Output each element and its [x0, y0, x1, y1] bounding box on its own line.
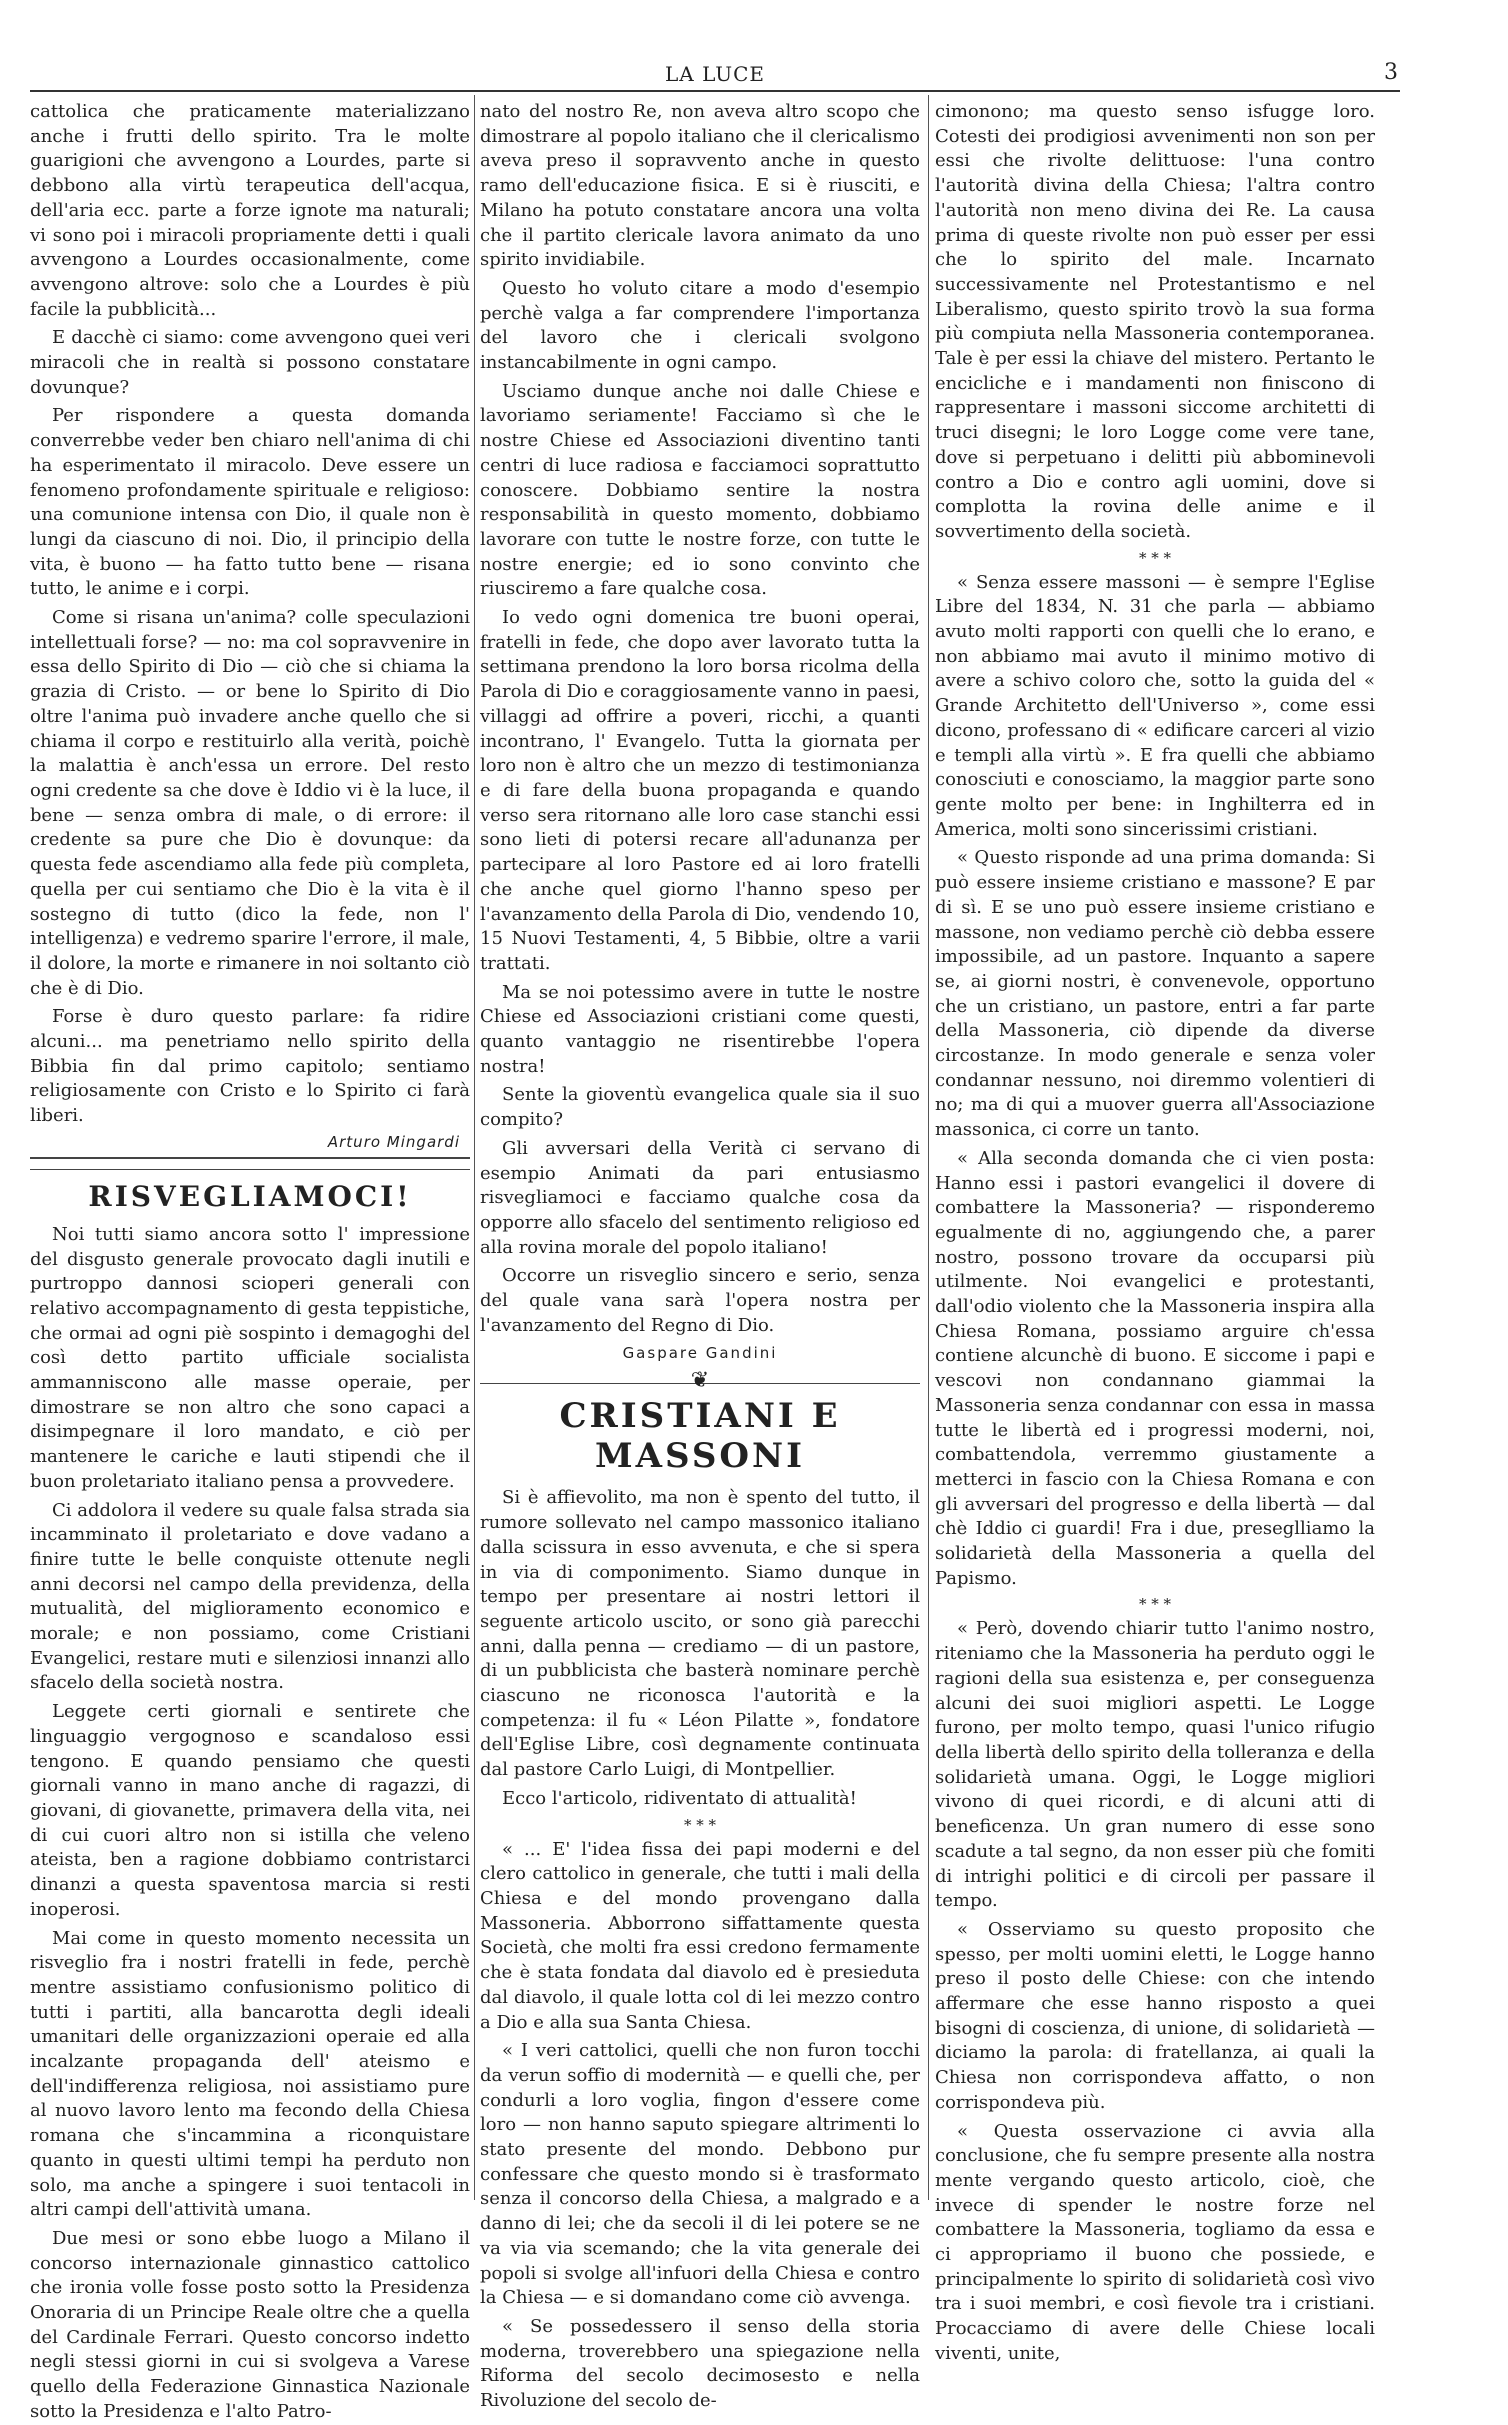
paragraph: Io vedo ogni domenica tre buoni operai, fratelli in fede, che dopo aver lavorato tutta la settimana prendono la loro borsa ricolma della Parola di Dio e coraggiosamente vanno in paesi, villaggi ad offrire a poveri, ricchi, a quanti incontrano, l' Evangelo. Tutta la giornata per loro non è altro che un mezzo di testimonianza e di fare della buona propaganda e quando verso sera ritornano alle loro case stanchi essi sono lieti di potersi recare all'adunanza per partecipare al loro Pastore ed ai loro fratelli che anche quel giorno l'hanno speso per l'avanzamento della Parola di Dio, vendendo 10, 15 Nuovi Testamenti, 4, 5 Bibbie, oltre a varii trattati.: [480, 607, 920, 974]
column-2: [480, 100, 920, 2412]
section-stars: * * *: [1138, 548, 1172, 567]
paragraph: Per rispondere a questa domanda converrebbe veder ben chiaro nell'anima di chi ha esperimentato il miracolo. Deve essere un fenomeno profondamente spirituale e religioso: una comunione intensa con Dio, il quale non è lungi da ciascuno di noi. Dio, il principio della vita, è buono — ha fatto tutto bene — risana tutto, le anime e i corpi.: [30, 405, 470, 600]
paragraph: Forse è duro questo parlare: fa ridire alcuni... ma penetriamo nello spirito della Bibbia fin dal primo capitolo; sentiamo religiosamente con Cristo e lo Spirito ci farà liberi.: [30, 1006, 470, 1127]
paragraph: Usciamo dunque anche noi dalle Chiese e lavoriamo seriamente! Facciamo sì che le nostre Chiese ed Associazioni diventino tanti centri di luce radiosa e facciamoci soprattutto conoscere. Dobbiamo sentire la nostra responsabilità in questo momento, dobbiamo lavorare con tutte le nostre forze, con tutte le nostre energie; ed io sono convinto che riusciremo a fare qualche cosa.: [480, 380, 920, 600]
paragraph: Questo ho voluto citare a modo d'esempio perchè valga a far comprendere l'importanza del lavoro che i clericali svolgono instancabilmente in ogni campo.: [480, 277, 920, 374]
paragraph: « Senza essere massoni — è sempre l'Eglise Libre del 1834, N. 31 che parla — abbiamo avuto molti rapporti con quelli che lo erano, e non abbiamo mai avuto il minimo motivo di avere a schivo coloro che, sotto la guida del « Grande Architetto dell'Universo », come essi dicono, professano di « edificare carceri al vizio e templi alla virtù ». E fra quelli che abbiamo conosciuti e conosciamo, la maggior parte sono gente molto per bene: in Inghilterra ed in America, molti sono sincerissimi cristiani.: [935, 571, 1375, 840]
fleuron-ornament-icon: ❦: [690, 1368, 710, 1394]
column-rule: [928, 95, 929, 2200]
paragraph: « Osserviamo su questo proposito che spesso, per molti uomini eletti, le Logge hanno preso il posto delle Chiese: con che intendo affermare che esse hanno risposto a quei bisogni di coscienza, di unione, di solidarietà — diciamo la parola: di fratellanza, ai quali la Chiesa non corrispondeva affatto, o non corrispondeva più.: [935, 1918, 1375, 2113]
paragraph: nato del nostro Re, non aveva altro scopo che dimostrare al popolo italiano che il clericalismo aveva preso il sopravvento anche in questo ramo dell'educazione fisica. E si è riusciti, e Milano ha potuto constatare ancora una volta che il partito clericale lavora animato da uno spirito invidiabile.: [480, 101, 920, 271]
paragraph: « I veri cattolici, quelli che non furon tocchi da verun soffio di modernità — e quelli che, per condurli a loro voglia, fingon d'essere come loro — non hanno saputo spiegare altrimenti lo stato presente del mondo. Debbono pur confessare che questo mondo si è trasformato senza il concorso della Chiesa, a malgrado e a danno di lei; che da secoli il di lei potere se ne va via via scemando; che la vita generale dei popoli si svolge all'infuori della Chiesa e contro la Chiesa — e si domandano come ciò avvenga.: [480, 2040, 920, 2309]
paragraph: Due mesi or sono ebbe luogo a Milano il concorso internazionale ginnastico cattolico che ironia volle fosse posto sotto la Presidenza Onoraria di un Principe Reale oltre che a quella del Cardinale Ferrari. Questo concorso indetto negli stessi giorni in cui si svolgeva a Varese quello della Federazione Ginnastica Nazionale sotto la Presidenza e l'alto Patro-: [30, 2227, 470, 2422]
page-header: [30, 60, 1400, 92]
paragraph: « Se possedessero il senso della storia moderna, troverebbero una spiegazione nella Riforma del secolo decimosesto e nella Rivoluzione del secolo de-: [480, 2315, 920, 2412]
paragraph: Si è affievolito, ma non è spento del tutto, il rumore sollevato nel campo massonico italiano dalla scissura in esso avvenuta, e che si spera in via di componimento. Siamo dunque in tempo per presentare ai nostri lettori il seguente articolo uscito, or sono già parecchi anni, dalla penna — crediamo — di un pastore, di un pubblicista che basterà nominare perchè ciascuno ne riconosca l'autorità e la competenza: il fu « Léon Pilatte », fondatore dell'Eglise Libre, così degnamente continuata dal pastore Carlo Luigi, di Montpellier.: [480, 1487, 920, 1781]
paragraph: « Però, dovendo chiarir tutto l'animo nostro, riteniamo che la Massoneria ha perduto oggi le ragioni della sua esistenza e, per conseguenza alcuni dei suoi migliori aspetti. Le Logge furono, per molto tempo, quasi l'unico rifugio della libertà dello spirito della tolleranza e della solidarietà umana. Oggi, le Logge migliori vivono di quei ricordi, e di alcuni atti di beneficenza. Un gran numero di esse sono scadute a tal segno, da non esser più che fomiti di intrighi politici e di circoli per passare il tempo.: [935, 1618, 1375, 1912]
section-stars: * * *: [683, 1815, 717, 1834]
newspaper-title: LA LUCE: [664, 62, 766, 86]
paragraph: Noi tutti siamo ancora sotto l' impressione del disgusto generale provocato dagli inutili e purtroppo dannosi scioperi generali con relativo accompagnamento di gesta teppistiche, che ormai ad ogni piè sospinto i demagoghi del così detto partito ufficiale socialista ammanniscono alle masse operaie, per dimostrare se non altro che sono capaci a disimpegnare il loro mandato, e ciò per mantenere le cariche e lauti stipendi che il buon proletariato italiano pensa a provvedere.: [30, 1223, 470, 1492]
article-headline: RISVEGLIAMOCI!: [88, 1179, 412, 1213]
paragraph: Gli avversari della Verità ci servano di esempio Animati da pari entusiasmo risvegliamoci e facciamo qualche cosa da opporre allo sfacelo del sentimento religioso ed alla rovina morale del popolo italiano!: [480, 1137, 920, 1258]
page-number: 3: [1384, 60, 1398, 85]
column-3: [935, 100, 1375, 2364]
paragraph: cimonono; ma questo senso isfugge loro. Cotesti dei prodigiosi avvenimenti non son per essi che rivolte delittuose: l'una contro l'autorità divina della Chiesa; l'altra contro l'autorità non meno divina dei Re. La causa prima di queste rivolte non può esser per essi che lo spirito del male. Incarnato successivamente nel Protestantismo e nel Liberalismo, questo spirito trovò la sua forma più compiuta nella Massoneria contemporanea. Tale è per essi la chiave del mistero. Pertanto le encicliche e i mandamenti non finiscono di rappresentare i massoni siccome architetti di truci disegni; le loro Logge come vere tane, dove si perpetuano i delitti più abbominevoli contro a Dio e contro agli uomini, dove si complotta la rovina delle anime e il sovvertimento della società.: [935, 101, 1375, 542]
paragraph: « Questo risponde ad una prima domanda: Si può essere insieme cristiano e massone? E par di sì. E se uno può essere insieme cristiano e massone, non vediamo perchè ciò debba essere impossibile, ad un pastore. Inquanto a sapere se, ai giorni nostri, è convenevole, opportuno che un cristiano, un pastore, entri a far parte della Massoneria, ciò dipende da diverse circostanze. In modo generale e senza voler condannar nessuno, noi diremmo volentieri di no; ma di qui a muover guerra all'Associazione massonica, ci corre un tanto.: [935, 847, 1375, 1141]
column-1: [30, 100, 470, 2422]
paragraph: « ... E' l'idea fissa dei papi moderni e del clero cattolico in generale, che tutti i mali della Chiesa e del mondo provengano dalla Massoneria. Abborrono siffattamente questa Società, che molti fra essi credono fermamente che è stata fondata dal diavolo ed è presieduta dal diavolo, il quale lotta col di lei mezzo contro a Dio e alla sua Santa Chiesa.: [480, 1838, 920, 2033]
paragraph: Ci addolora il vedere su quale falsa strada sia incamminato il proletariato e dove vadano a finire tutte le belle conquiste ottenute negli anni decorsi nel campo della previdenza, della mutualità, del miglioramento economico e morale; e non possiamo, come Cristiani Evangelici, restare muti e silenziosi innanzi allo sfacelo della società nostra.: [30, 1499, 470, 1694]
paragraph: « Alla seconda domanda che ci vien posta: Hanno essi i pastori evangelici il dovere di combattere la Massoneria? — risponderemo egualmente di no, aggiungendo che, a parer nostro, possono trovare da occuparsi più utilmente. Noi evangelici e protestanti, dall'odio violento che la Massoneria inspira alla Chiesa Romana, possiamo arguire ch'essa contiene alcunchè di buono. E siccome i papi e vescovi non condannano giammai la Massoneria senza condannar con essa in massa tutte le libertà ed i progressi moderni, noi, combattendola, verremmo giustamente a metterci in fascio con la Chiesa Romana e con gli avversari del progresso e della libertà — dal chè Iddio ci guardi! Fra i due, preseglliamo la solidarietà della Massoneria a quella del Papismo.: [935, 1147, 1375, 1589]
paragraph: Mai come in questo momento necessita un risveglio fra i nostri fratelli in fede, perchè mentre assistiamo confusionismo politico di tutti i partiti, alla bancarotta degli ideali umanitari delle organizzazioni operaie ed alla incalzante propaganda dell' ateismo e dell'indifferenza religiosa, noi assistiamo pure al nuovo lavoro lento ma fecondo della Chiesa romana che s'incammina a riconquistare quanto in questi ultimi tempi ha perduto non solo, ma anche a spingere i suoi tentacoli in altri campi dell'attività umana.: [30, 1927, 470, 2221]
paragraph: Sente la gioventù evangelica quale sia il suo compito?: [480, 1084, 920, 1131]
paragraph: E dacchè ci siamo: come avvengono quei veri miracoli che in realtà si possono constatare dovunque?: [30, 327, 470, 398]
section-stars: * * *: [1138, 1595, 1172, 1614]
paragraph: Leggete certi giornali e sentirete che linguaggio vergognoso e scandaloso essi tengono. E quando pensiamo che questi giornali vanno in mano anche di ragazzi, di giovani, di giovanette, primavera della vita, nei di cui cuori altro non si istilla che veleno ateista, ben a ragione dobbiamo contristarci dinanzi a questa spaventosa marcia si resti inoperosi.: [30, 1701, 470, 1920]
section-divider: [30, 1157, 470, 1170]
paragraph: Come si risana un'anima? colle speculazioni intellettuali forse? — no: ma col sopravvenire in essa dello Spirito di Dio — ciò che si chiama la grazia di Cristo. — or bene lo Spirito di Dio oltre l'anima può invadere anche quello che si chiama il corpo e restituirlo alla verità, poichè la malattia è anch'essa un errore. Del resto ogni credente sa che dove è Iddio vi è la luce, il bene — senza ombra di male, o di errore: il credente sa pure che Dio è dovunque: da questa fede ascendiamo alla fede più completa, quella per cui sentiamo che Dio è la vita è il sostegno di tutto (dico la fede, non l' intelligenza) e vedremo sparire l'errore, il male, il dolore, la morte e rimanere in noi soltanto ciò che è di Dio.: [30, 607, 470, 999]
paragraph: cattolica che praticamente materializzano anche i frutti dello spirito. Tra le molte guarigioni che avvengono a Lourdes, parte si debbono alla virtù terapeutica dell'acqua, dell'aria ecc. parte a forze ignote ma naturali; vi sono poi i miracoli propriamente detti i quali avvengono a Lourdes occasionalmente, come avvengono altrove: solo che a Lourdes è più facile la pubblicità...: [30, 101, 470, 320]
column-rule: [474, 95, 475, 2200]
author-signature: Arturo Mingardi: [327, 1132, 460, 1151]
author-signature: Gaspare Gandini: [622, 1344, 778, 1363]
paragraph: Occorre un risveglio sincero e serio, senza del quale vana sarà l'opera nostra per l'avanzamento del Regno di Dio.: [480, 1265, 920, 1336]
paragraph: « Questa osservazione ci avvia alla conclusione, che fu sempre presente alla nostra mente vergando questo articolo, cioè, che invece di spender le nostre forze nel combattere la Massoneria, togliamo da essa e ci appropriamo il buono che possiede, e principalmente lo spirito di solidarietà così vivo tra i suoi membri, e così fievole tra i cristiani. Procacciamo di avere delle Chiese locali viventi, unite,: [935, 2120, 1375, 2364]
paragraph: Ecco l'articolo, ridiventato di attualità!: [502, 1787, 857, 1809]
paragraph: Ma se noi potessimo avere in tutte le nostre Chiese ed Associazioni cristiani come questi, quanto vantaggio ne risentirebbe l'opera nostra!: [480, 981, 920, 1077]
article-headline: CRISTIANI E MASSONI: [559, 1396, 841, 1477]
